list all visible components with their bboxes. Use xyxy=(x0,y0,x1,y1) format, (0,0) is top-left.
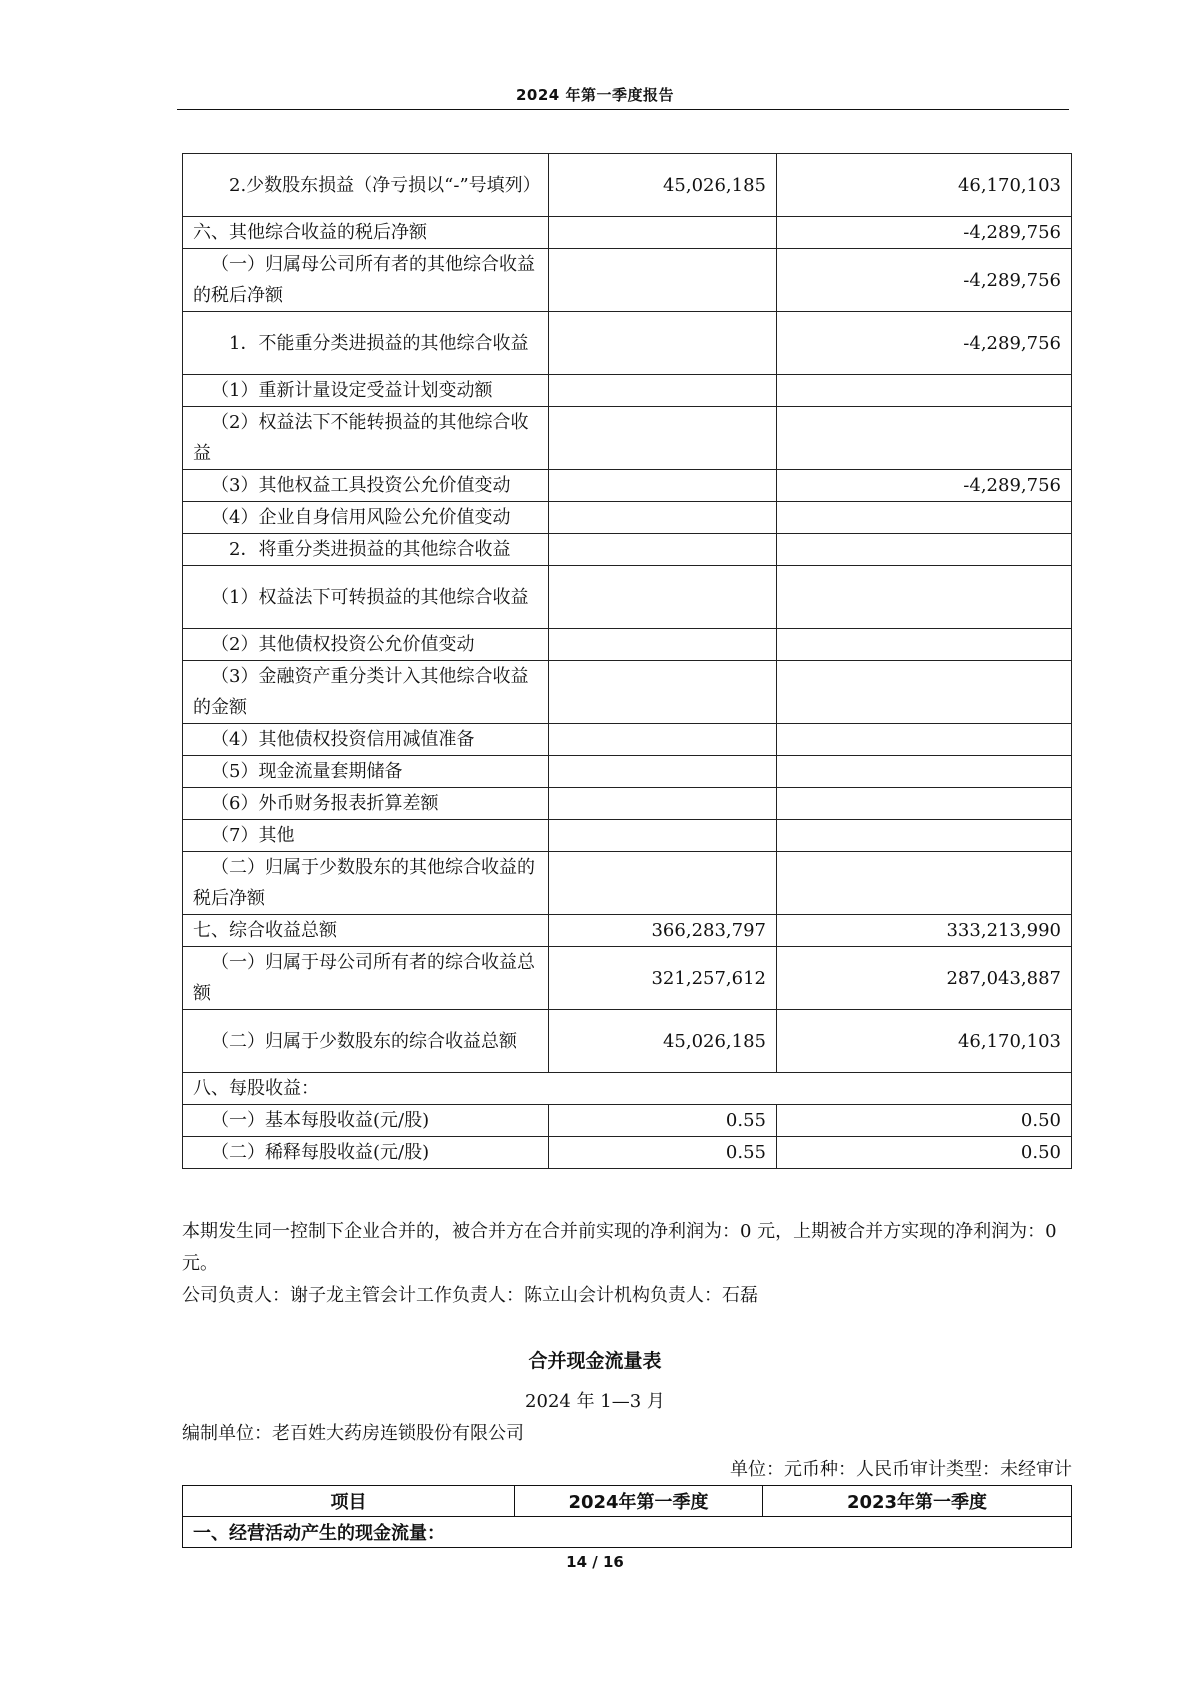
table-row xyxy=(183,312,1072,375)
current-period-value xyxy=(549,852,777,915)
row-label: 七、综合收益总额 xyxy=(183,915,549,947)
row-label: 2.少数股东损益（净亏损以“-”号填列） xyxy=(183,154,549,217)
cash-flow-preparer: 编制单位：老百姓大药房连锁股份有限公司 xyxy=(182,1423,524,1444)
current-period-value xyxy=(549,312,777,375)
row-label: （2）权益法下不能转损益的其他综合收益 xyxy=(183,407,549,470)
row-label: （1）重新计量设定受益计划变动额 xyxy=(183,375,549,407)
prior-period-value xyxy=(777,724,1072,756)
prior-period-value xyxy=(777,566,1072,629)
table-row xyxy=(183,375,1072,407)
row-label: （5）现金流量套期储备 xyxy=(183,756,549,788)
operating-section-label: 一、经营活动产生的现金流量： xyxy=(183,1517,1072,1548)
table-row xyxy=(183,566,1072,629)
prior-period-value: 287,043,887 xyxy=(777,947,1072,1010)
row-label: （二）归属于少数股东的其他综合收益的税后净额 xyxy=(183,852,549,915)
row-label: （一）归属于母公司所有者的综合收益总额 xyxy=(183,947,549,1010)
current-period-value xyxy=(549,249,777,312)
row-label: 六、其他综合收益的税后净额 xyxy=(183,217,549,249)
current-period-value xyxy=(549,502,777,534)
prior-period-value xyxy=(777,407,1072,470)
table-row xyxy=(183,820,1072,852)
prior-period-value xyxy=(777,375,1072,407)
table-row xyxy=(183,154,1072,217)
row-label: 2．将重分类进损益的其他综合收益 xyxy=(183,534,549,566)
table-row xyxy=(183,502,1072,534)
row-label: （2）其他债权投资公允价值变动 xyxy=(183,629,549,661)
table-row xyxy=(183,852,1072,915)
cash-flow-table xyxy=(182,1485,1072,1548)
prior-period-value: 46,170,103 xyxy=(777,154,1072,217)
signatories-line: 公司负责人：谢子龙主管会计工作负责人：陈立山会计机构负责人：石磊 xyxy=(182,1285,758,1306)
table-row xyxy=(183,724,1072,756)
column-header-current: 2024年第一季度 xyxy=(515,1486,763,1517)
row-label: （4）其他债权投资信用减值准备 xyxy=(183,724,549,756)
row-label: 1．不能重分类进损益的其他综合收益 xyxy=(183,312,549,375)
cash-flow-period: 2024 年 1—3 月 xyxy=(525,1391,665,1412)
prior-period-value xyxy=(777,820,1072,852)
current-period-value xyxy=(549,217,777,249)
current-period-value xyxy=(549,820,777,852)
current-period-value: 0.55 xyxy=(549,1105,777,1137)
row-label: （3）金融资产重分类计入其他综合收益的金额 xyxy=(183,661,549,724)
current-period-value: 366,283,797 xyxy=(549,915,777,947)
prior-period-value: 46,170,103 xyxy=(777,1010,1072,1073)
current-period-value xyxy=(549,661,777,724)
row-label: （一）归属母公司所有者的其他综合收益的税后净额 xyxy=(183,249,549,312)
table-row xyxy=(183,947,1072,1010)
cash-flow-section-row xyxy=(183,1517,1072,1548)
report-header-title: 2024 年第一季度报告 xyxy=(516,86,674,104)
prior-period-value: 333,213,990 xyxy=(777,915,1072,947)
table-row xyxy=(183,407,1072,470)
prior-period-value: -4,289,756 xyxy=(777,249,1072,312)
prior-period-value xyxy=(777,788,1072,820)
row-label: （3）其他权益工具投资公允价值变动 xyxy=(183,470,549,502)
current-period-value xyxy=(549,470,777,502)
prior-period-value: -4,289,756 xyxy=(777,217,1072,249)
row-label: （6）外币财务报表折算差额 xyxy=(183,788,549,820)
prior-period-value xyxy=(777,502,1072,534)
column-header-item: 项目 xyxy=(183,1486,515,1517)
current-period-value: 321,257,612 xyxy=(549,947,777,1010)
current-period-value xyxy=(549,566,777,629)
prior-period-value xyxy=(777,629,1072,661)
income-statement-body xyxy=(183,154,1072,1169)
cash-flow-title: 合并现金流量表 xyxy=(528,1350,662,1372)
prior-period-value: 0.50 xyxy=(777,1105,1072,1137)
row-label: （二）稀释每股收益(元/股) xyxy=(183,1137,549,1169)
table-row xyxy=(183,788,1072,820)
prior-period-value xyxy=(777,756,1072,788)
prior-period-value: 0.50 xyxy=(777,1137,1072,1169)
prior-period-value: -4,289,756 xyxy=(777,470,1072,502)
current-period-value xyxy=(549,375,777,407)
eps-header-row xyxy=(183,1073,1072,1105)
merger-note: 本期发生同一控制下企业合并的，被合并方在合并前实现的净利润为：0 元，上期被合并方实现的净利润为：0 元。 xyxy=(182,1221,1057,1274)
prior-period-value xyxy=(777,661,1072,724)
row-label: （一）基本每股收益(元/股) xyxy=(183,1105,549,1137)
eps-header-label: 八、每股收益： xyxy=(183,1073,1072,1105)
current-period-value: 45,026,185 xyxy=(549,154,777,217)
current-period-value xyxy=(549,534,777,566)
table-row xyxy=(183,629,1072,661)
header-divider xyxy=(177,109,1069,110)
current-period-value xyxy=(549,756,777,788)
prior-period-value xyxy=(777,534,1072,566)
prior-period-value: -4,289,756 xyxy=(777,312,1072,375)
current-period-value: 45,026,185 xyxy=(549,1010,777,1073)
current-period-value xyxy=(549,407,777,470)
current-period-value xyxy=(549,788,777,820)
notes-block xyxy=(182,1216,1071,1312)
income-statement-table xyxy=(182,153,1072,1169)
page-number: 14 / 16 xyxy=(566,1553,624,1571)
table-row xyxy=(183,217,1072,249)
column-header-prior: 2023年第一季度 xyxy=(763,1486,1072,1517)
prior-period-value xyxy=(777,852,1072,915)
cash-flow-header-row xyxy=(183,1486,1072,1517)
table-row xyxy=(183,756,1072,788)
row-label: （4）企业自身信用风险公允价值变动 xyxy=(183,502,549,534)
cash-flow-units: 单位：元币种：人民币审计类型：未经审计 xyxy=(730,1459,1072,1480)
table-row xyxy=(183,1137,1072,1169)
table-row xyxy=(183,1010,1072,1073)
current-period-value xyxy=(549,724,777,756)
current-period-value: 0.55 xyxy=(549,1137,777,1169)
table-row xyxy=(183,915,1072,947)
table-row xyxy=(183,661,1072,724)
row-label: （1）权益法下可转损益的其他综合收益 xyxy=(183,566,549,629)
table-row xyxy=(183,249,1072,312)
table-row xyxy=(183,470,1072,502)
table-row xyxy=(183,534,1072,566)
row-label: （二）归属于少数股东的综合收益总额 xyxy=(183,1010,549,1073)
table-row xyxy=(183,1105,1072,1137)
current-period-value xyxy=(549,629,777,661)
row-label: （7）其他 xyxy=(183,820,549,852)
